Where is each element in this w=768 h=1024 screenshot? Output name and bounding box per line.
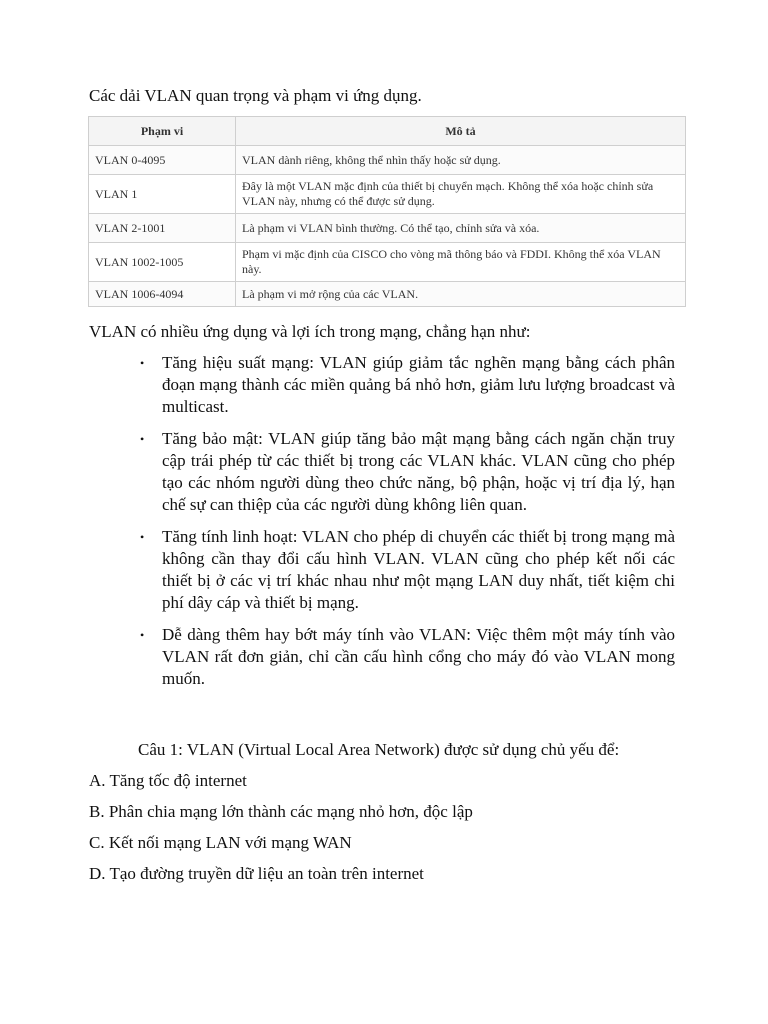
table-row	[89, 282, 686, 307]
bullet-icon: •	[140, 530, 145, 544]
benefit-text: Dễ dàng thêm hay bớt máy tính vào VLAN: Việc thêm một máy tính vào VLAN rất đơn giản, chỉ cần cấu hình cổng cho máy đó vào VLAN mong muốn.	[162, 625, 675, 688]
option-d: D. Tạo đường truyền dữ liệu an toàn trên internet	[89, 864, 424, 883]
range-cell: VLAN 0-4095	[89, 146, 236, 175]
benefit-text: Tăng tính linh hoạt: VLAN cho phép di chuyển các thiết bị trong mạng mà không cần thay đổi cấu hình VLAN. VLAN cũng cho phép kết nối các thiết bị ở các vị trí khác nhau như một mạng LAN duy nhất, tiết kiệm chi phí dây cáp và thiết bị mạng.	[162, 527, 675, 612]
range-cell: VLAN 2-1001	[89, 214, 236, 243]
description-cell: Là phạm vi mở rộng của các VLAN.	[236, 282, 686, 307]
header-range: Phạm vi	[89, 117, 236, 146]
table-row	[89, 146, 686, 175]
bullet-icon: •	[140, 628, 145, 642]
option-c: C. Kết nối mạng LAN với mạng WAN	[89, 833, 352, 852]
table-row	[89, 243, 686, 282]
description-cell: Phạm vi mặc định của CISCO cho vòng mã thông báo và FDDI. Không thể xóa VLAN này.	[236, 243, 686, 282]
range-cell: VLAN 1006-4094	[89, 282, 236, 307]
range-cell: VLAN 1	[89, 175, 236, 214]
list-item	[140, 428, 675, 516]
description-cell: Là phạm vi VLAN bình thường. Có thể tạo, chỉnh sửa và xóa.	[236, 214, 686, 243]
header-description: Mô tả	[236, 117, 686, 146]
list-item	[140, 624, 675, 690]
benefit-text: Tăng bảo mật: VLAN giúp tăng bảo mật mạng bằng cách ngăn chặn truy cập trái phép từ các thiết bị trong các VLAN khác. VLAN cũng cho phép tạo các nhóm người dùng theo chức năng, bộ phận, hoặc vị trí địa lý, hạn chế sự can thiệp của các người dùng không liên quan.	[162, 429, 675, 514]
range-cell: VLAN 1002-1005	[89, 243, 236, 282]
description-cell: VLAN dành riêng, không thể nhìn thấy hoặc sử dụng.	[236, 146, 686, 175]
table-row	[89, 214, 686, 243]
table-row	[89, 175, 686, 214]
option-a: A. Tăng tốc độ internet	[89, 771, 247, 790]
table-header-row	[89, 117, 686, 146]
list-item	[140, 526, 675, 614]
bullet-icon: •	[140, 432, 145, 446]
intro-text: Các dải VLAN quan trọng và phạm vi ứng dụng.	[89, 86, 422, 105]
question-text: Câu 1: VLAN (Virtual Local Area Network) được sử dụng chủ yếu để:	[138, 740, 620, 759]
benefits-lead-text: VLAN có nhiều ứng dụng và lợi ích trong mạng, chẳng hạn như:	[89, 322, 531, 341]
list-item	[140, 352, 675, 418]
benefits-list	[138, 352, 675, 700]
vlan-range-table	[88, 116, 686, 307]
benefit-text: Tăng hiệu suất mạng: VLAN giúp giảm tắc nghẽn mạng bằng cách phân đoạn mạng thành các miền quảng bá nhỏ hơn, giảm lưu lượng broadcast và multicast.	[162, 353, 675, 416]
description-cell: Đây là một VLAN mặc định của thiết bị chuyển mạch. Không thể xóa hoặc chỉnh sửa VLAN này, nhưng có thể được sử dụng.	[236, 175, 686, 214]
bullet-icon: •	[140, 356, 145, 370]
option-b: B. Phân chia mạng lớn thành các mạng nhỏ hơn, độc lập	[89, 802, 473, 821]
